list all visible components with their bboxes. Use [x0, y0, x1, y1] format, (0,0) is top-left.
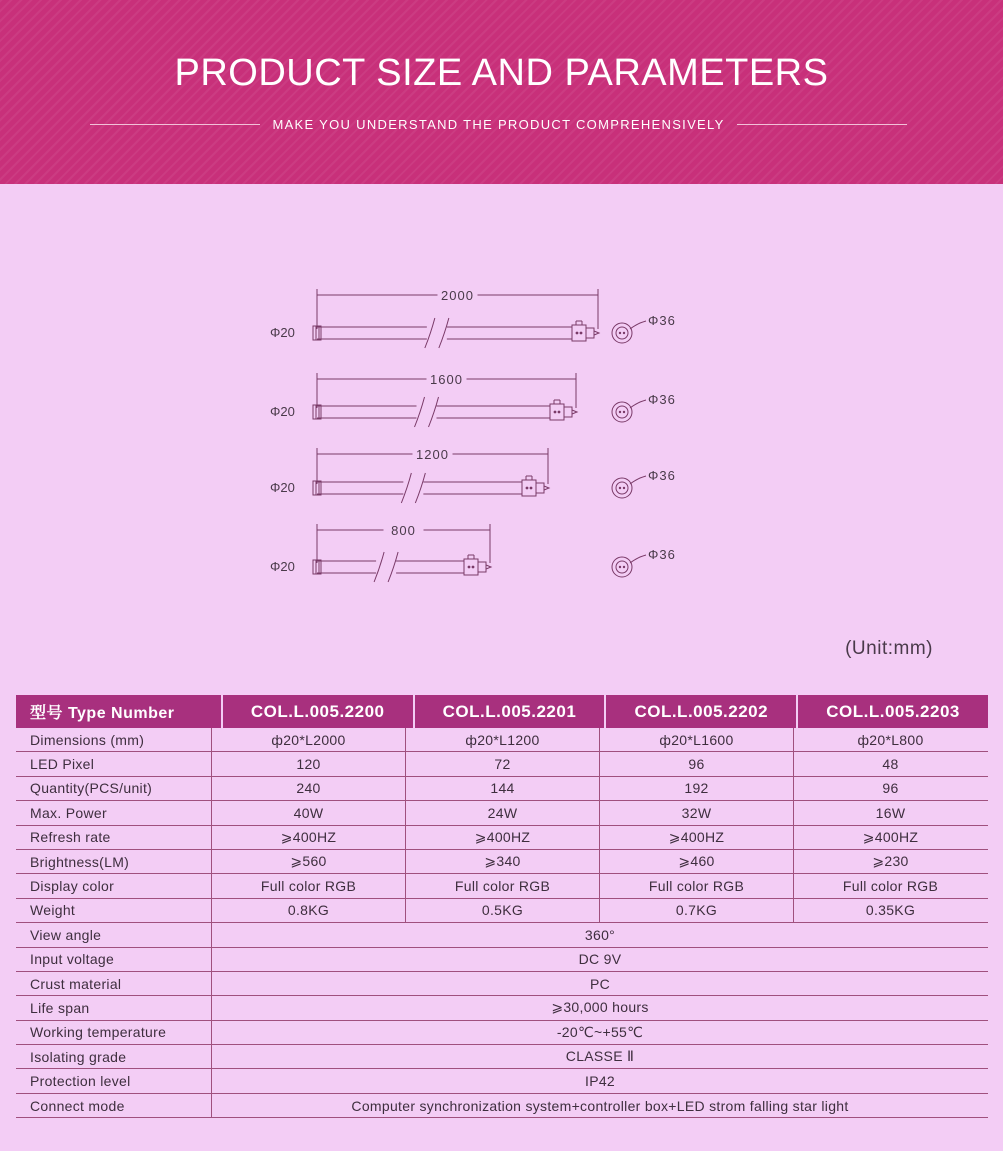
header-model-2203: COL.L.005.2203: [796, 695, 988, 728]
row-value: ⩾400HZ: [211, 826, 405, 849]
row-value: 192: [599, 777, 793, 800]
row-label: Quantity(PCS/unit): [30, 780, 153, 797]
row-value: ⩾230: [793, 850, 987, 873]
length-label: 1200: [416, 447, 449, 462]
end-view-icon: [612, 402, 632, 422]
row-value: ⩾460: [599, 850, 793, 873]
row-value: 120: [211, 752, 405, 775]
tube-800: [270, 522, 676, 582]
end-view-icon: [612, 478, 632, 498]
row-label: Isolating grade: [30, 1048, 127, 1065]
table-row: [16, 752, 988, 776]
table-row: [16, 996, 988, 1020]
row-value: 0.7KG: [599, 899, 793, 922]
length-label: 2000: [441, 288, 474, 303]
table-row: [16, 826, 988, 850]
row-value: ⩾400HZ: [599, 826, 793, 849]
row-label: Protection level: [30, 1073, 131, 1090]
row-shared-value: DC 9V: [211, 948, 988, 971]
row-label: Refresh rate: [30, 829, 111, 846]
end-diameter-label: Φ36: [648, 547, 676, 562]
row-value: 144: [405, 777, 599, 800]
row-value: Full color RGB: [599, 874, 793, 897]
row-value: 96: [599, 752, 793, 775]
end-diameter-label: Φ36: [648, 313, 676, 328]
table-row: [16, 777, 988, 801]
row-value: Full color RGB: [793, 874, 987, 897]
row-value: 32W: [599, 801, 793, 824]
end-diameter-label: Φ36: [648, 468, 676, 483]
row-value: ф20*L1600: [599, 728, 793, 751]
row-value: ⩾400HZ: [405, 826, 599, 849]
row-value: 96: [793, 777, 987, 800]
table-body: [16, 728, 988, 1118]
row-value: Full color RGB: [405, 874, 599, 897]
tube-2000: [270, 287, 676, 348]
row-label: Working temperature: [30, 1024, 167, 1041]
table-row: [16, 1045, 988, 1069]
row-label: Max. Power: [30, 804, 107, 821]
table-row: [16, 1094, 988, 1118]
diameter-label: Φ20: [270, 480, 295, 495]
table-row: [16, 923, 988, 947]
row-label: Dimensions (mm): [30, 731, 145, 748]
row-value: ⩾340: [405, 850, 599, 873]
page-title: PRODUCT SIZE AND PARAMETERS: [174, 52, 829, 94]
end-diameter-label: Φ36: [648, 392, 676, 407]
row-value: ⩾400HZ: [793, 826, 987, 849]
row-shared-value: PC: [211, 972, 988, 995]
table-row: [16, 801, 988, 825]
row-value: 0.8KG: [211, 899, 405, 922]
tube-1200: [270, 446, 676, 503]
row-value: 16W: [793, 801, 987, 824]
page-subtitle: [90, 114, 907, 134]
row-value: 0.5KG: [405, 899, 599, 922]
length-label: 1600: [430, 372, 463, 387]
table-row: [16, 899, 988, 923]
length-label: 800: [391, 523, 416, 538]
table-row: [16, 728, 988, 752]
row-shared-value: ⩾30,000 hours: [211, 996, 988, 1019]
spec-table: [16, 695, 988, 1118]
row-value: 0.35KG: [793, 899, 987, 922]
header-banner: [0, 0, 1003, 184]
row-shared-value: 360°: [211, 923, 988, 946]
row-value: 72: [405, 752, 599, 775]
row-value: ф20*L1200: [405, 728, 599, 751]
table-row: [16, 1021, 988, 1045]
diameter-label: Φ20: [270, 404, 295, 419]
unit-note: (Unit:mm): [845, 638, 933, 659]
row-value: 40W: [211, 801, 405, 824]
table-row: [16, 972, 988, 996]
end-view-icon: [612, 323, 632, 343]
row-value: Full color RGB: [211, 874, 405, 897]
row-label: View angle: [30, 926, 102, 943]
row-shared-value: CLASSE Ⅱ: [211, 1045, 988, 1068]
header-model-2201: COL.L.005.2201: [413, 695, 605, 728]
table-header: [16, 695, 988, 728]
tube-1600: [270, 371, 676, 427]
row-label: Display color: [30, 878, 115, 895]
row-label: Life span: [30, 999, 90, 1016]
row-value: 48: [793, 752, 987, 775]
end-view-icon: [612, 557, 632, 577]
header-model-2200: COL.L.005.2200: [221, 695, 413, 728]
header-type-number: 型号 Type Number: [30, 705, 175, 722]
row-label: Crust material: [30, 975, 122, 992]
row-shared-value: Computer synchronization system+controller box+LED strom falling star light: [211, 1094, 988, 1117]
row-label: Input voltage: [30, 951, 115, 968]
row-label: Weight: [30, 902, 76, 919]
table-row: [16, 1069, 988, 1093]
row-value: ⩾560: [211, 850, 405, 873]
diameter-label: Φ20: [270, 325, 295, 340]
row-value: ф20*L2000: [211, 728, 405, 751]
divider-left: [90, 124, 260, 125]
row-shared-value: IP42: [211, 1069, 988, 1092]
table-row: [16, 874, 988, 898]
row-value: ф20*L800: [793, 728, 987, 751]
row-label: Brightness(LM): [30, 853, 130, 870]
table-row: [16, 948, 988, 972]
diameter-label: Φ20: [270, 559, 295, 574]
header-model-2202: COL.L.005.2202: [604, 695, 796, 728]
subtitle-text: MAKE YOU UNDERSTAND THE PRODUCT COMPREHENSIVELY: [272, 116, 725, 132]
row-label: Connect mode: [30, 1097, 125, 1114]
table-row: [16, 850, 988, 874]
tube-dimension-drawing: [260, 280, 710, 590]
row-value: 240: [211, 777, 405, 800]
divider-right: [737, 124, 907, 125]
row-label: LED Pixel: [30, 756, 95, 773]
row-shared-value: -20℃~+55℃: [211, 1021, 988, 1044]
row-value: 24W: [405, 801, 599, 824]
